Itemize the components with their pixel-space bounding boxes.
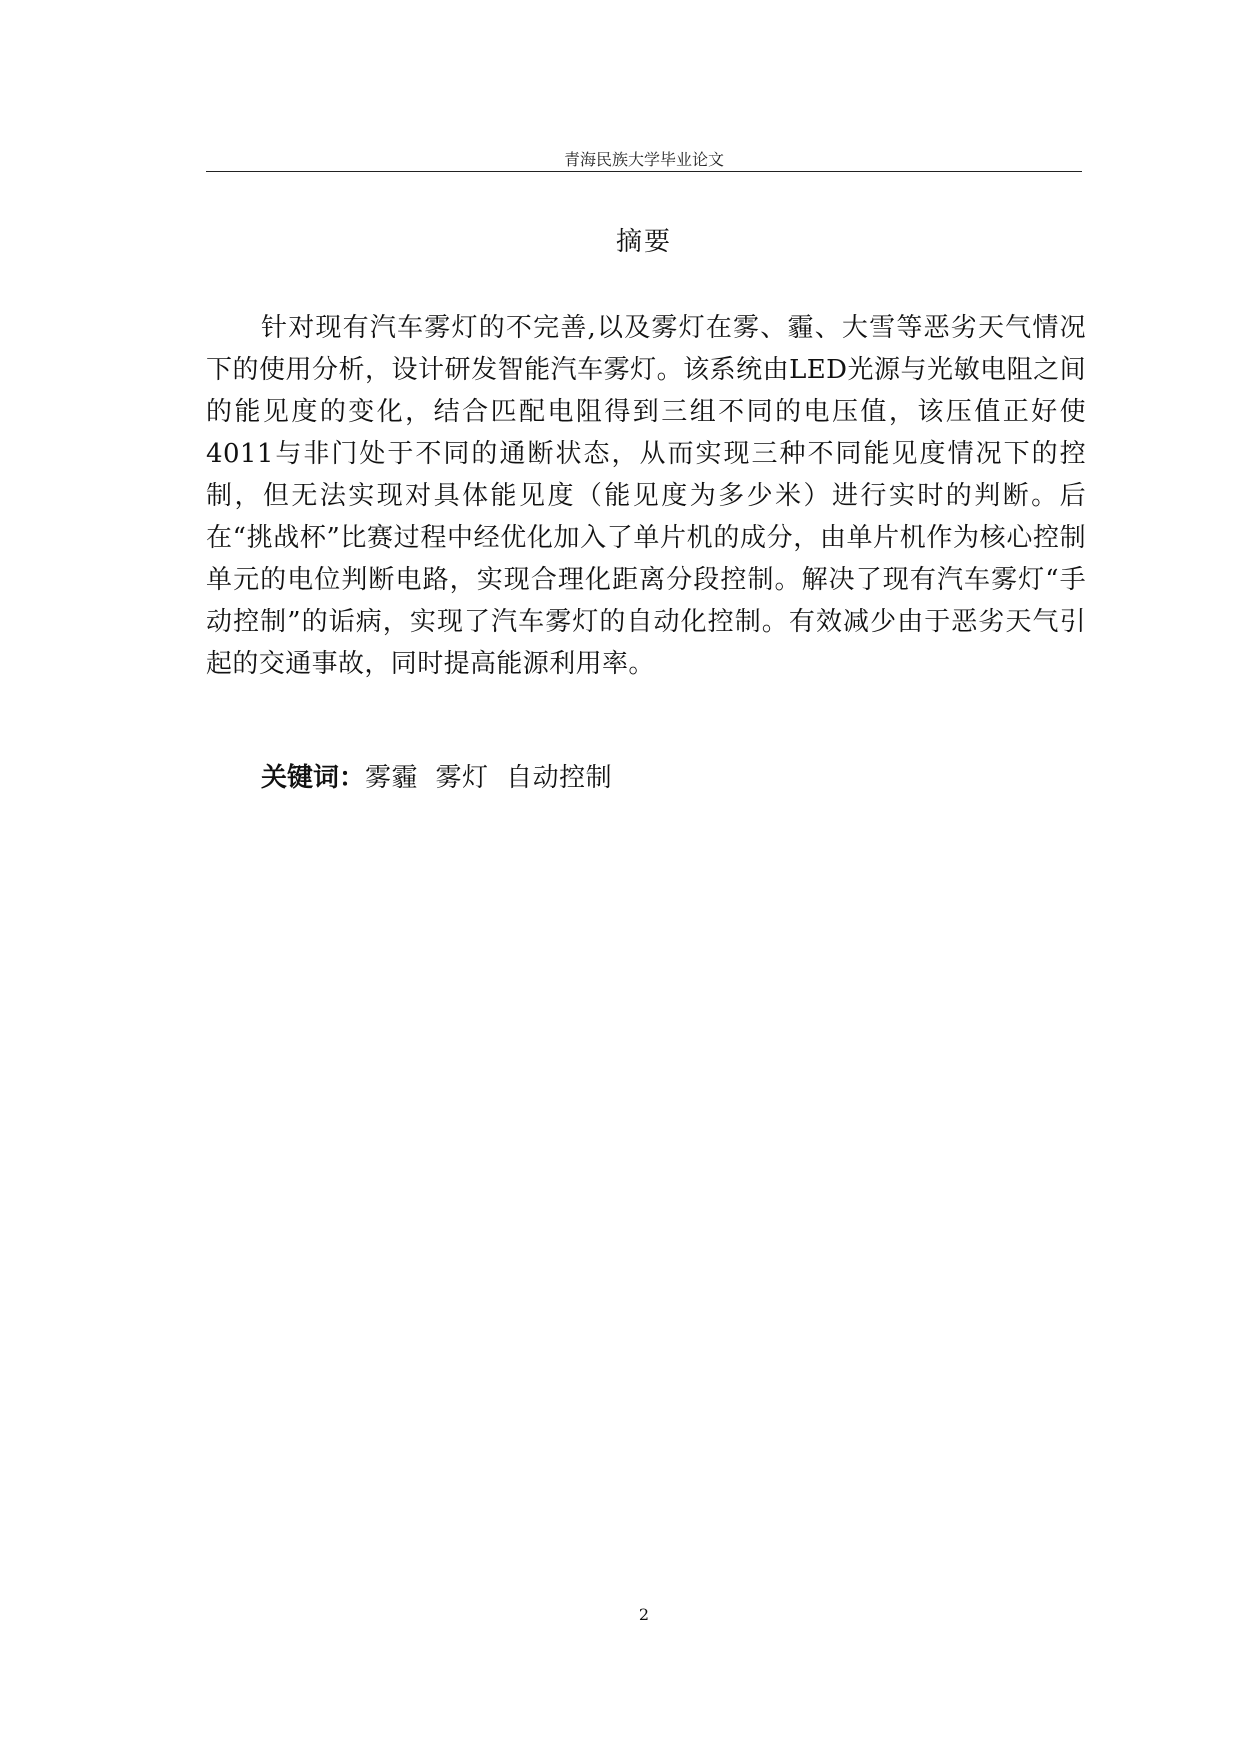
abstract-paragraph: 针对现有汽车雾灯的不完善,以及雾灯在雾、霾、大雪等恶劣天气情况下的使用分析，设计研发智能汽车雾灯。该系统由LED光源与光敏电阻之间的能见度的变化，结合匹配电阻得到三组不同的电压值，该压值正好使4011与非门处于不同的通断状态，从而实现三种不同能见度情况下的控制，但无法实现对具体能见度（能见度为多少米）进行实时的判断。后在“挑战杯”比赛过程中经优化加入了单片机的成分，由单片机作为核心控制单元的电位判断电路，实现合理化距离分段控制。解决了现有汽车雾灯“手动控制”的诟病，实现了汽车雾灯的自动化控制。有效减少由于恶劣天气引起的交通事故，同时提高能源利用率。 <box>206 313 1086 679</box>
keywords-value: 雾霾 雾灯 自动控制 <box>365 763 613 793</box>
keywords-line <box>261 759 612 797</box>
header-divider <box>206 171 1082 172</box>
running-header: 青海民族大学毕业论文 <box>563 150 724 169</box>
keywords-label: 关键词： <box>261 763 366 793</box>
page-number: 2 <box>638 1605 650 1624</box>
abstract-title: 摘要 <box>615 227 672 257</box>
